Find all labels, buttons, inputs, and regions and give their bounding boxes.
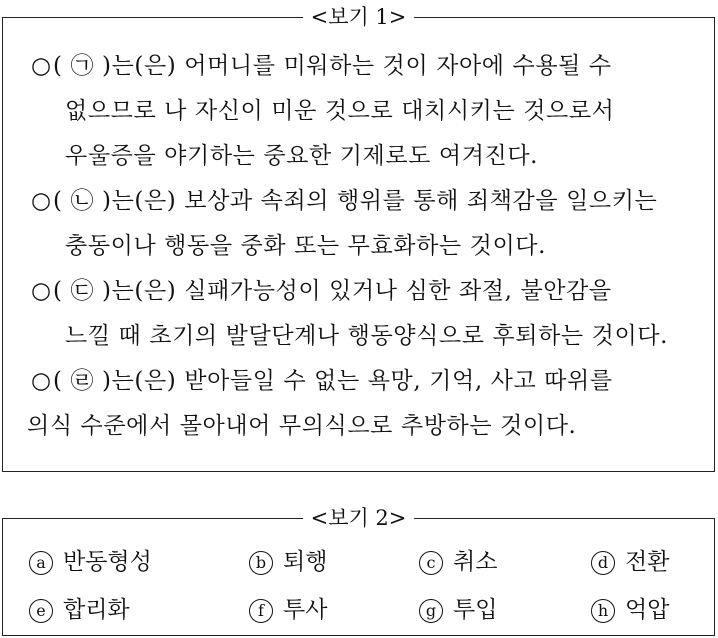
option-f [249,591,419,629]
option-c [419,543,591,581]
statement-text: ( ㉡ )는(은) 보상과 속죄의 행위를 통해 죄책감을 일으키는 [53,188,658,214]
statement-item [31,44,694,179]
bullet-circle: ○ [31,188,52,214]
statement-item [27,359,694,449]
circled-letter-e: e [29,599,53,623]
option-text: 취소 [453,549,498,575]
option-grid [29,543,704,629]
circled-letter-f: f [249,599,273,623]
option-text: 퇴행 [283,549,328,575]
bullet-circle: ○ [31,53,52,79]
statement-continuation: 의식 수준에서 몰아내어 무의식으로 추방하는 것이다. [27,413,577,439]
statement-text: ( ㉣ )는(은) 받아들일 수 없는 욕망, 기억, 사고 따위를 [53,368,613,394]
option-text: 반동형성 [63,549,152,575]
statement-first-line [31,269,694,314]
option-a [29,543,249,581]
option-b [249,543,419,581]
example-box-1-title: <보기 1> [303,4,415,30]
option-text: 합리화 [63,597,130,623]
option-d [591,543,718,581]
option-text: 전환 [625,549,670,575]
option-e [29,591,249,629]
statement-text: ( ㉠ )는(은) 어머니를 미워하는 것이 자아에 수용될 수 [53,53,612,79]
circled-letter-h: h [591,599,615,623]
bullet-circle: ○ [31,368,52,394]
example-box-2-title: <보기 2> [303,505,415,531]
example-box-1 [2,5,715,472]
example-box-2 [2,506,715,636]
statement-item [31,269,694,359]
statement-list [27,44,694,449]
statement-first-line [31,44,694,89]
circled-letter-d: d [591,551,615,575]
statement-continuation: 느낄 때 초기의 발달단계나 행동양식으로 후퇴하는 것이다. [65,323,669,349]
statement-item [31,179,694,269]
circled-letter-c: c [419,551,443,575]
bullet-circle: ○ [31,278,52,304]
statement-first-line [31,359,694,404]
option-h [591,591,718,629]
option-text: 투입 [453,597,498,623]
circled-letter-a: a [29,551,53,575]
statement-text: ( ㉢ )는(은) 실패가능성이 있거나 심한 좌절, 불안감을 [53,278,612,304]
statement-first-line [31,179,694,224]
circled-letter-b: b [249,551,273,575]
statement-continuation: 우울증을 야기하는 중요한 기제로도 여겨진다. [65,143,539,169]
option-text: 억압 [625,597,670,623]
statement-continuation: 없으므로 나 자신이 미운 것으로 대치시키는 것으로서 [65,98,615,124]
option-g [419,591,591,629]
circled-letter-g: g [419,599,443,623]
option-text: 투사 [283,597,328,623]
statement-continuation: 충동이나 행동을 중화 또는 무효화하는 것이다. [65,233,547,259]
